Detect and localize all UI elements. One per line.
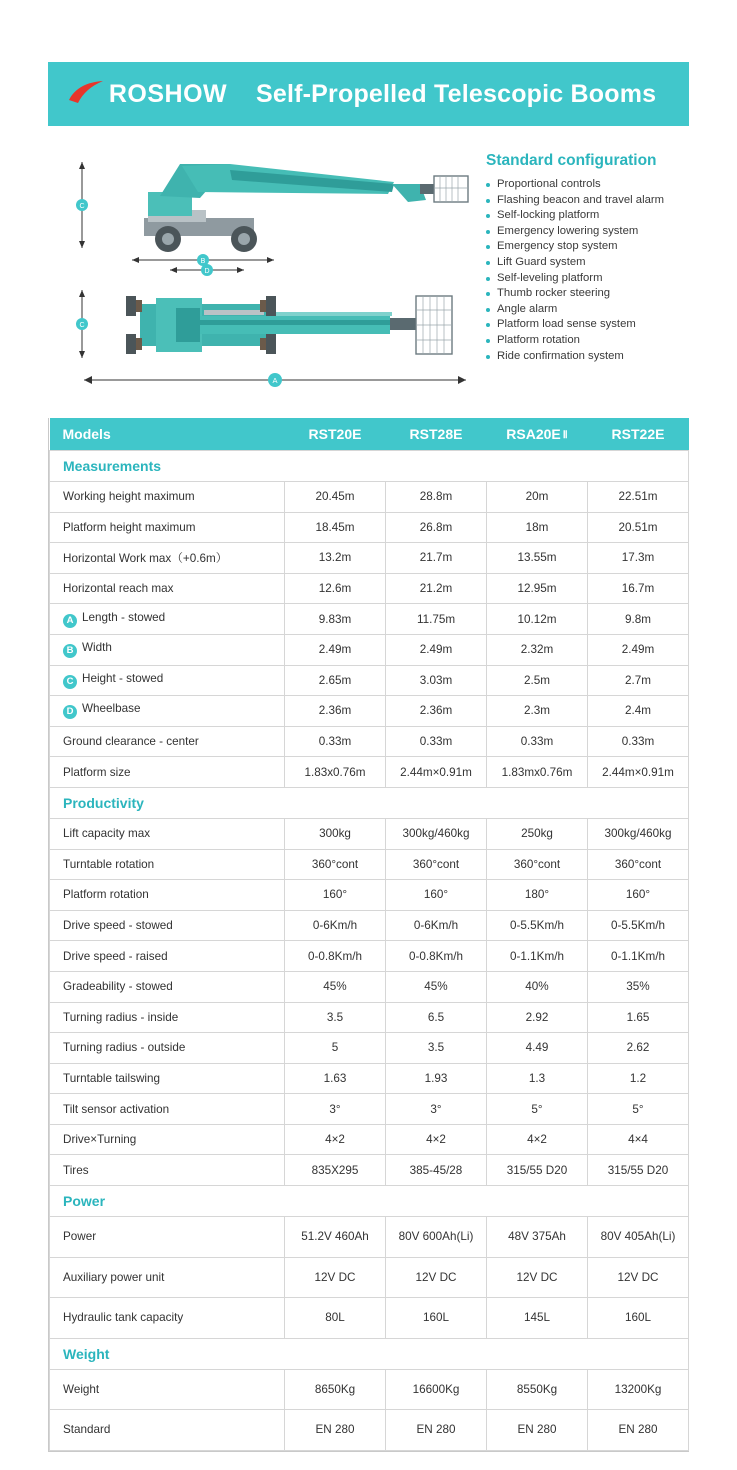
cell-value: 9.8m [588, 604, 689, 635]
cell-value: EN 280 [487, 1410, 588, 1451]
logo-text-r: R [108, 79, 128, 108]
cell-value: 10.12m [487, 604, 588, 635]
table-row [50, 1298, 689, 1339]
dimension-badge-b: B [63, 644, 77, 658]
row-label: Turning radius - inside [50, 1002, 285, 1033]
row-label-text: Width [82, 641, 112, 655]
row-label: Ground clearance - center [50, 726, 285, 757]
cell-value: 4×2 [285, 1124, 386, 1155]
cell-value: 2.36m [386, 696, 487, 727]
section-row-weight [50, 1338, 689, 1369]
cell-value: 9.83m [285, 604, 386, 635]
table-row [50, 880, 689, 911]
specification-table [49, 418, 689, 1451]
model-name: RST28E [409, 426, 463, 442]
cell-value: 26.8m [386, 512, 487, 543]
cell-value: 18.45m [285, 512, 386, 543]
table-row [50, 543, 689, 574]
cell-value: 1.63 [285, 1063, 386, 1094]
table-row [50, 1063, 689, 1094]
cell-value: 2.62 [588, 1033, 689, 1064]
cell-value: 4×2 [487, 1124, 588, 1155]
page-header [48, 62, 689, 126]
cell-value: 0-6Km/h [386, 910, 487, 941]
list-item: Self-leveling platform [486, 271, 696, 287]
specification-table-body [50, 451, 689, 1451]
cell-value: 28.8m [386, 482, 487, 513]
section-title: Productivity [50, 787, 689, 818]
cell-value: 360°cont [386, 849, 487, 880]
cell-value: EN 280 [588, 1410, 689, 1451]
product-dimension-illustration [48, 140, 478, 405]
cell-value: 315/55 D20 [588, 1155, 689, 1186]
row-label: Turning radius - outside [50, 1033, 285, 1064]
model-name: RSA20E [506, 426, 561, 442]
cell-value: 0.33m [487, 726, 588, 757]
row-label: Drive speed - stowed [50, 910, 285, 941]
table-row [50, 1369, 689, 1410]
table-row [50, 573, 689, 604]
standard-configuration-list [486, 177, 696, 364]
svg-text:C: C [79, 203, 85, 210]
svg-text:B: B [200, 258, 206, 265]
cell-value: 1.83x0.76m [285, 757, 386, 788]
row-label-text: Length - stowed [82, 610, 166, 624]
model-name-suffix: Ⅱ [562, 430, 568, 441]
list-item: Self-locking platform [486, 208, 696, 224]
table-row [50, 604, 689, 635]
svg-text:D: D [204, 268, 210, 275]
table-row [50, 1033, 689, 1064]
cell-value: 160° [285, 880, 386, 911]
cell-value: 12V DC [386, 1257, 487, 1298]
cell-value: 2.65m [285, 665, 386, 696]
table-header-models: Models [50, 418, 285, 451]
cell-value: 360°cont [588, 849, 689, 880]
list-item: Angle alarm [486, 302, 696, 318]
cell-value: 20.51m [588, 512, 689, 543]
section-title: Power [50, 1186, 689, 1217]
cell-value: 180° [487, 880, 588, 911]
section-row-measurements [50, 451, 689, 482]
table-row [50, 971, 689, 1002]
cell-value: 22.51m [588, 482, 689, 513]
cell-value: 5 [285, 1033, 386, 1064]
brand-logo [48, 62, 246, 126]
row-label: Auxiliary power unit [50, 1257, 285, 1298]
row-label: Working height maximum [50, 482, 285, 513]
specification-table-wrapper [48, 418, 689, 1452]
cell-value: 160L [588, 1298, 689, 1339]
cell-value: 80V 405Ah(Li) [588, 1217, 689, 1258]
section-title: Weight [50, 1338, 689, 1369]
row-label: Tires [50, 1155, 285, 1186]
cell-value: 0-0.8Km/h [386, 941, 487, 972]
row-label: Horizontal Work max（+0.6m） [50, 543, 285, 574]
cell-value: 4×4 [588, 1124, 689, 1155]
table-row [50, 818, 689, 849]
cell-value: 360°cont [487, 849, 588, 880]
cell-value: 12V DC [588, 1257, 689, 1298]
table-header-rst28e [386, 418, 487, 451]
cell-value: 6.5 [386, 1002, 487, 1033]
table-row [50, 849, 689, 880]
row-label-d [50, 696, 285, 727]
cell-value: 145L [487, 1298, 588, 1339]
cell-value: 0-6Km/h [285, 910, 386, 941]
dimension-badge-a: A [63, 614, 77, 628]
row-label: Weight [50, 1369, 285, 1410]
cell-value: 3.03m [386, 665, 487, 696]
list-item: Ride confirmation system [486, 349, 696, 365]
standard-configuration-block [486, 152, 696, 364]
cell-value: 16.7m [588, 573, 689, 604]
cell-value: 0-0.8Km/h [285, 941, 386, 972]
cell-value: 2.49m [285, 634, 386, 665]
cell-value: 2.92 [487, 1002, 588, 1033]
list-item: Thumb rocker steering [486, 286, 696, 302]
cell-value: 1.65 [588, 1002, 689, 1033]
cell-value: 1.3 [487, 1063, 588, 1094]
list-item: Platform load sense system [486, 317, 696, 333]
cell-value: 3° [285, 1094, 386, 1125]
list-item: Proportional controls [486, 177, 696, 193]
cell-value: 0-5.5Km/h [588, 910, 689, 941]
cell-value: 0.33m [588, 726, 689, 757]
table-header-rsa20e [487, 418, 588, 451]
cell-value: 16600Kg [386, 1369, 487, 1410]
cell-value: 13.2m [285, 543, 386, 574]
cell-value: 0-1.1Km/h [588, 941, 689, 972]
table-row [50, 1257, 689, 1298]
cell-value: 2.36m [285, 696, 386, 727]
cell-value: 2.5m [487, 665, 588, 696]
cell-value: 0.33m [285, 726, 386, 757]
cell-value: 35% [588, 971, 689, 1002]
table-row [50, 482, 689, 513]
row-label: Drive×Turning [50, 1124, 285, 1155]
cell-value: 5° [487, 1094, 588, 1125]
row-label: Hydraulic tank capacity [50, 1298, 285, 1339]
row-label: Power [50, 1217, 285, 1258]
cell-value: 160° [588, 880, 689, 911]
table-row [50, 665, 689, 696]
row-label-text: Wheelbase [82, 702, 141, 716]
cell-value: 1.2 [588, 1063, 689, 1094]
row-label: Platform size [50, 757, 285, 788]
cell-value: 12.6m [285, 573, 386, 604]
table-header-rst20e [285, 418, 386, 451]
logo-text [108, 79, 228, 108]
cell-value: 12.95m [487, 573, 588, 604]
dimension-badge-c: C [63, 675, 77, 689]
cell-value: 385-45/28 [386, 1155, 487, 1186]
cell-value: 45% [285, 971, 386, 1002]
table-row [50, 512, 689, 543]
cell-value: 20.45m [285, 482, 386, 513]
cell-value: EN 280 [285, 1410, 386, 1451]
cell-value: 3.5 [285, 1002, 386, 1033]
row-label: Gradeability - stowed [50, 971, 285, 1002]
cell-value: 21.2m [386, 573, 487, 604]
cell-value: 300kg/460kg [386, 818, 487, 849]
cell-value: 2.49m [588, 634, 689, 665]
svg-text:A: A [272, 376, 278, 385]
cell-value: 1.83mx0.76m [487, 757, 588, 788]
table-row [50, 1410, 689, 1451]
cell-value: 13.55m [487, 543, 588, 574]
cell-value: 48V 375Ah [487, 1217, 588, 1258]
cell-value: 3° [386, 1094, 487, 1125]
model-name: RST20E [308, 426, 362, 442]
table-row [50, 726, 689, 757]
list-item: Flashing beacon and travel alarm [486, 193, 696, 209]
cell-value: 18m [487, 512, 588, 543]
cell-value: 2.44m×0.91m [386, 757, 487, 788]
cell-value: 0.33m [386, 726, 487, 757]
row-label-a [50, 604, 285, 635]
cell-value: 4.49 [487, 1033, 588, 1064]
standard-configuration-title: Standard configuration [486, 152, 657, 169]
cell-value: 80V 600Ah(Li) [386, 1217, 487, 1258]
row-label: Lift capacity max [50, 818, 285, 849]
row-label: Platform rotation [50, 880, 285, 911]
roshow-swoosh-icon [67, 79, 107, 109]
row-label: Horizontal reach max [50, 573, 285, 604]
cell-value: 20m [487, 482, 588, 513]
list-item: Emergency lowering system [486, 224, 696, 240]
cell-value: 360°cont [285, 849, 386, 880]
svg-text:C: C [79, 322, 85, 329]
cell-value: 5° [588, 1094, 689, 1125]
table-row [50, 1002, 689, 1033]
cell-value: 3.5 [386, 1033, 487, 1064]
list-item: Emergency stop system [486, 239, 696, 255]
cell-value: 2.49m [386, 634, 487, 665]
cell-value: EN 280 [386, 1410, 487, 1451]
table-header-rst22e [588, 418, 689, 451]
row-label: Tilt sensor activation [50, 1094, 285, 1125]
cell-value: 835X295 [285, 1155, 386, 1186]
cell-value: 11.75m [386, 604, 487, 635]
section-title: Measurements [50, 451, 689, 482]
table-row [50, 910, 689, 941]
cell-value: 2.32m [487, 634, 588, 665]
table-header-row [50, 418, 689, 451]
table-row [50, 941, 689, 972]
cell-value: 2.7m [588, 665, 689, 696]
row-label-b [50, 634, 285, 665]
cell-value: 0-1.1Km/h [487, 941, 588, 972]
logo-text-oshow: OSHOW [127, 79, 228, 108]
cell-value: 250kg [487, 818, 588, 849]
list-item: Lift Guard system [486, 255, 696, 271]
cell-value: 315/55 D20 [487, 1155, 588, 1186]
cell-value: 4×2 [386, 1124, 487, 1155]
cell-value: 21.7m [386, 543, 487, 574]
cell-value: 12V DC [487, 1257, 588, 1298]
page-title: Self-Propelled Telescopic Booms [256, 79, 657, 108]
cell-value: 160° [386, 880, 487, 911]
cell-value: 8650Kg [285, 1369, 386, 1410]
row-label-text: Height - stowed [82, 671, 164, 685]
cell-value: 17.3m [588, 543, 689, 574]
cell-value: 40% [487, 971, 588, 1002]
cell-value: 12V DC [285, 1257, 386, 1298]
row-label-c [50, 665, 285, 696]
table-row [50, 757, 689, 788]
table-row [50, 1217, 689, 1258]
table-row [50, 1094, 689, 1125]
cell-value: 8550Kg [487, 1369, 588, 1410]
row-label: Platform height maximum [50, 512, 285, 543]
row-label: Standard [50, 1410, 285, 1451]
cell-value: 13200Kg [588, 1369, 689, 1410]
cell-value: 2.3m [487, 696, 588, 727]
cell-value: 51.2V 460Ah [285, 1217, 386, 1258]
cell-value: 160L [386, 1298, 487, 1339]
cell-value: 300kg/460kg [588, 818, 689, 849]
model-name: RST22E [611, 426, 665, 442]
section-row-power [50, 1186, 689, 1217]
table-row [50, 1124, 689, 1155]
cell-value: 80L [285, 1298, 386, 1339]
row-label: Drive speed - raised [50, 941, 285, 972]
cell-value: 300kg [285, 818, 386, 849]
table-row [50, 696, 689, 727]
row-label: Turntable rotation [50, 849, 285, 880]
table-row [50, 634, 689, 665]
table-row [50, 1155, 689, 1186]
dimension-badge-d: D [63, 705, 77, 719]
section-row-productivity [50, 787, 689, 818]
cell-value: 0-5.5Km/h [487, 910, 588, 941]
cell-value: 45% [386, 971, 487, 1002]
cell-value: 2.4m [588, 696, 689, 727]
list-item: Platform rotation [486, 333, 696, 349]
cell-value: 1.93 [386, 1063, 487, 1094]
row-label: Turntable tailswing [50, 1063, 285, 1094]
cell-value: 2.44m×0.91m [588, 757, 689, 788]
